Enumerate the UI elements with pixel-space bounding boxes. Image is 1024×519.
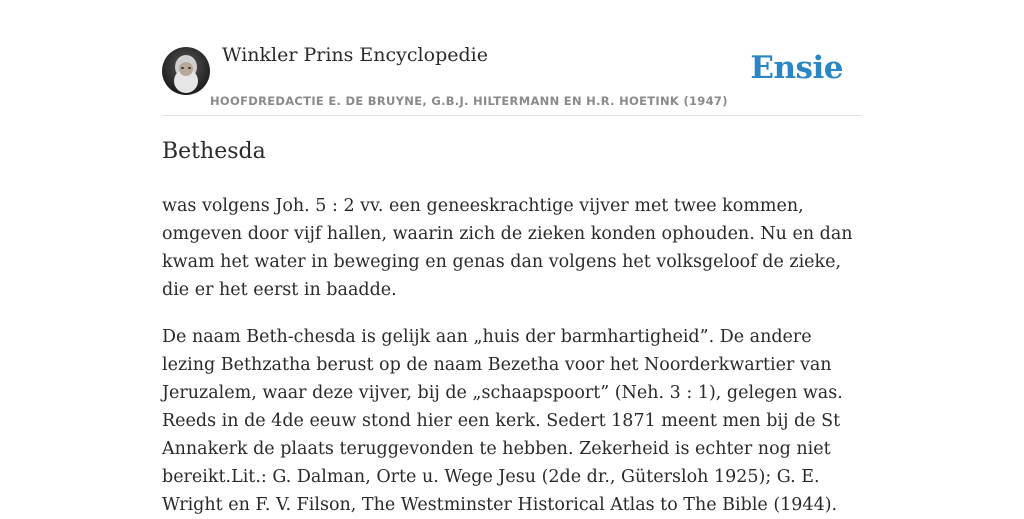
entry-title: Bethesda — [162, 139, 266, 164]
brand-logo-link[interactable]: Ensie — [750, 50, 843, 86]
site-title[interactable]: Winkler Prins Encyclopedie — [222, 44, 488, 66]
editors-subtitle: HOOFDREDACTIE E. DE BRUYNE, G.B.J. HILTERMANN EN H.R. HOETINK (1947) — [210, 94, 728, 108]
author-portrait-icon — [162, 47, 210, 95]
avatar — [162, 47, 210, 95]
header — [162, 0, 862, 116]
entry-paragraph: was volgens Joh. 5 : 2 vv. een geneeskrachtige vijver met twee kommen, omgeven door vijf hallen, waarin zich de zieken konden ophouden. Nu en dan kwam het water in beweging en genas dan volgens het volksgeloof de zieke, die er het eerst in baadde. — [162, 196, 853, 300]
page — [162, 0, 862, 515]
entry-paragraph: De naam Beth-chesda is gelijk aan „huis der barmhartigheid”. De andere lezing Bethzatha berust op de naam Bezetha voor het Noorderkwartier van Jeruzalem, waar deze vijver, bij de „schaapspoort” (Neh. 3 : 1), gelegen was. Reeds in de 4de eeuw stond hier een kerk. Sedert 1871 meent men bij de St Annakerk de plaats teruggevonden te hebben. Zekerheid is echter nog niet bereikt.Lit.: G. Dalman, Orte u. Wege Jesu (2de dr., Gütersloh 1925); G. E. Wright en F. V. Filson, The Westminster Historical Atlas to The Bible (1944). — [162, 327, 843, 515]
